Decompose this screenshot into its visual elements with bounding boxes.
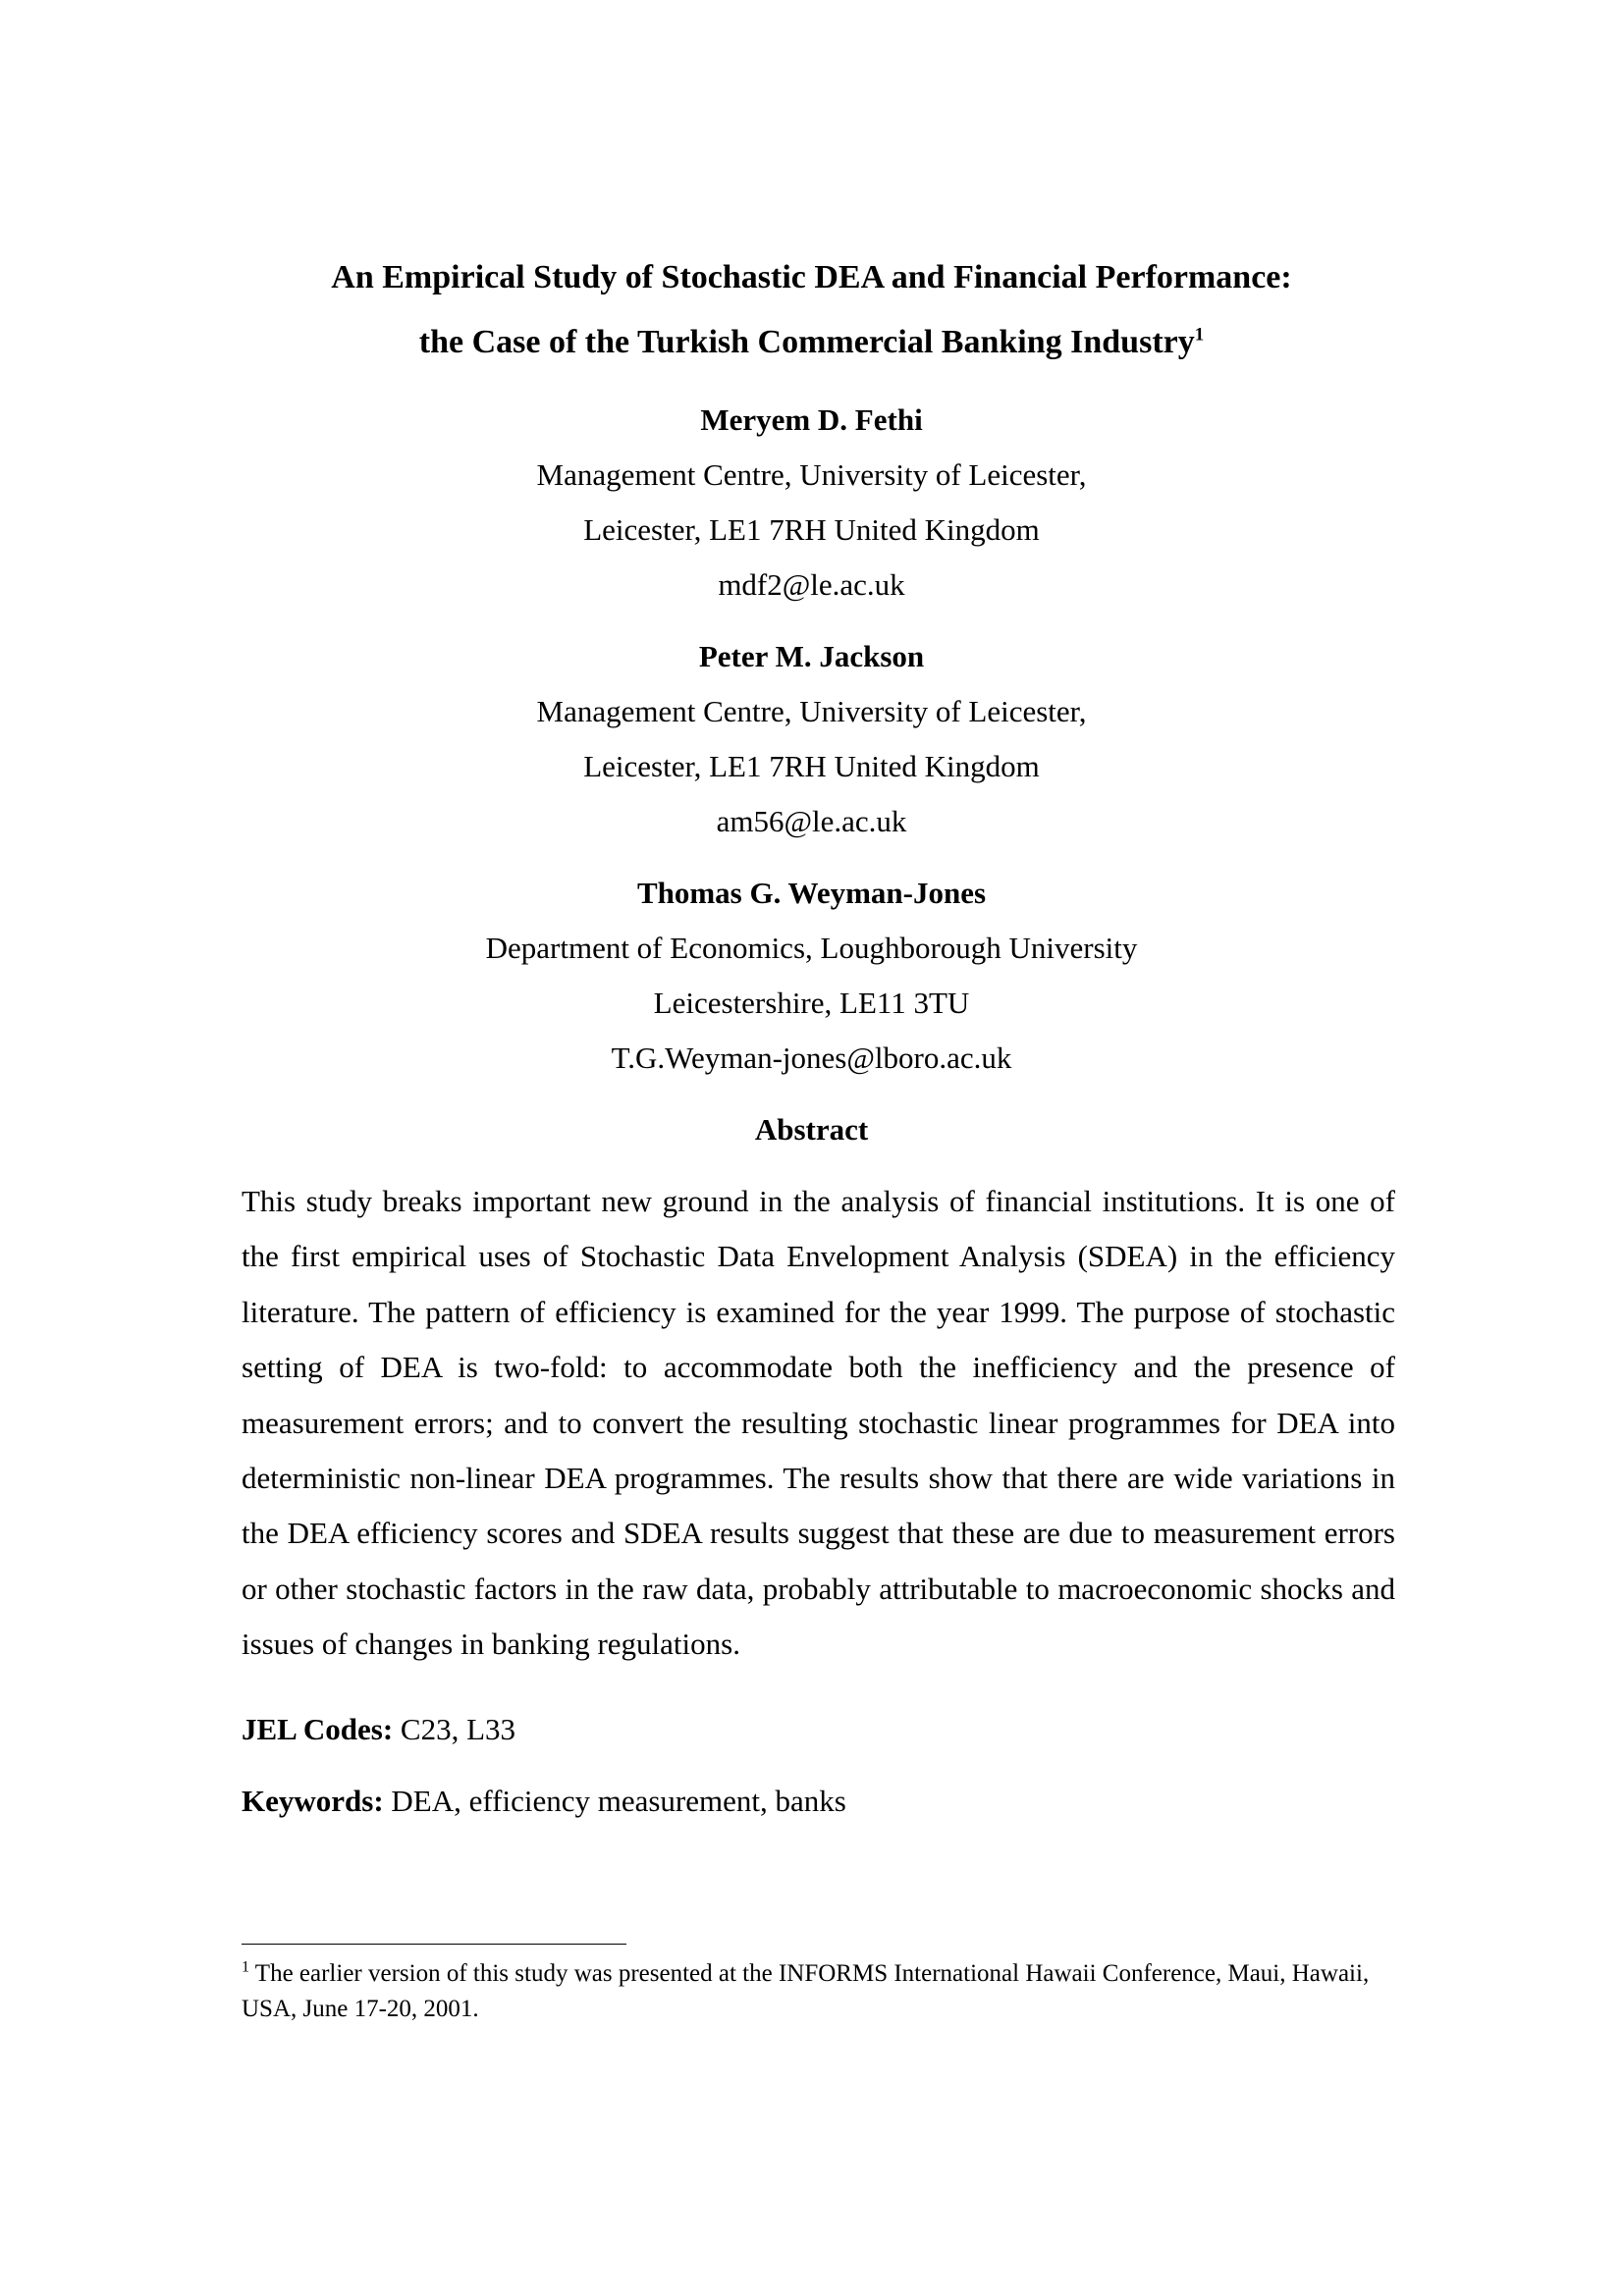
author-1-affiliation-line-2: Leicester, LE1 7RH United Kingdom: [583, 512, 1040, 547]
author-3-affiliation-line-1: Department of Economics, Loughborough University: [485, 931, 1138, 965]
author-2-name: Peter M. Jackson: [698, 639, 925, 673]
footnote: [242, 1956, 1395, 2027]
author-1-affiliation-line-1: Management Centre, University of Leicester,: [536, 457, 1087, 492]
paper-title-line-2: [196, 323, 1427, 362]
footnote-rule: [242, 1944, 626, 1945]
jel-codes-value: C23, L33: [393, 1712, 516, 1746]
author-2-email: am56@le.ac.uk: [716, 804, 907, 838]
author-3-affiliation-line-2: Leicestershire, LE11 3TU: [653, 986, 970, 1020]
keywords-value: DEA, efficiency measurement, banks: [383, 1784, 846, 1818]
jel-codes-label: JEL Codes:: [242, 1712, 394, 1746]
author-3-email: T.G.Weyman-jones@lboro.ac.uk: [611, 1041, 1012, 1075]
paper-title-line-1: [196, 258, 1427, 297]
keywords: [242, 1783, 1395, 1820]
footnote-text: The earlier version of this study was presented at the INFORMS International Hawaii Conference, Maui, Hawaii, USA, June 17-20, 2001.: [242, 1960, 1370, 2022]
author-3-name: Thomas G. Weyman-Jones: [636, 876, 987, 910]
author-1-name: Meryem D. Fethi: [700, 402, 923, 437]
keywords-label: Keywords:: [242, 1784, 384, 1818]
abstract-body: This study breaks important new ground in the analysis of financial institutions. It is one of the first empirical uses of Stochastic Data Envelopment Analysis (SDEA) in the efficiency literature. The pattern of efficiency is examined for the year 1999. The purpose of stochastic setting of DEA is two-fold: to accommodate both the inefficiency and the presence of measurement errors; and to convert the resulting stochastic linear programmes for DEA into deterministic non-linear DEA programmes. The results show that there are wide variations in the DEA efficiency scores and SDEA results suggest that these are due to measurement errors or other stochastic factors in the raw data, probably attributable to macroeconomic shocks and issues of changes in banking regulations.: [242, 1184, 1395, 1662]
author-1-email: mdf2@le.ac.uk: [718, 567, 905, 602]
title-footnote-mark: 1: [1194, 324, 1205, 346]
author-2-affiliation-line-2: Leicester, LE1 7RH United Kingdom: [583, 749, 1040, 783]
author-2-affiliation-line-1: Management Centre, University of Leicester,: [536, 694, 1087, 728]
title-line-2-text: the Case of the Turkish Commercial Banking Industry: [418, 324, 1195, 360]
title-line-1-text: An Empirical Study of Stochastic DEA and Financial Performance:: [331, 259, 1292, 295]
jel-codes: [242, 1711, 1395, 1748]
footnote-mark: 1: [242, 1958, 249, 1976]
abstract-heading: Abstract: [754, 1112, 869, 1147]
